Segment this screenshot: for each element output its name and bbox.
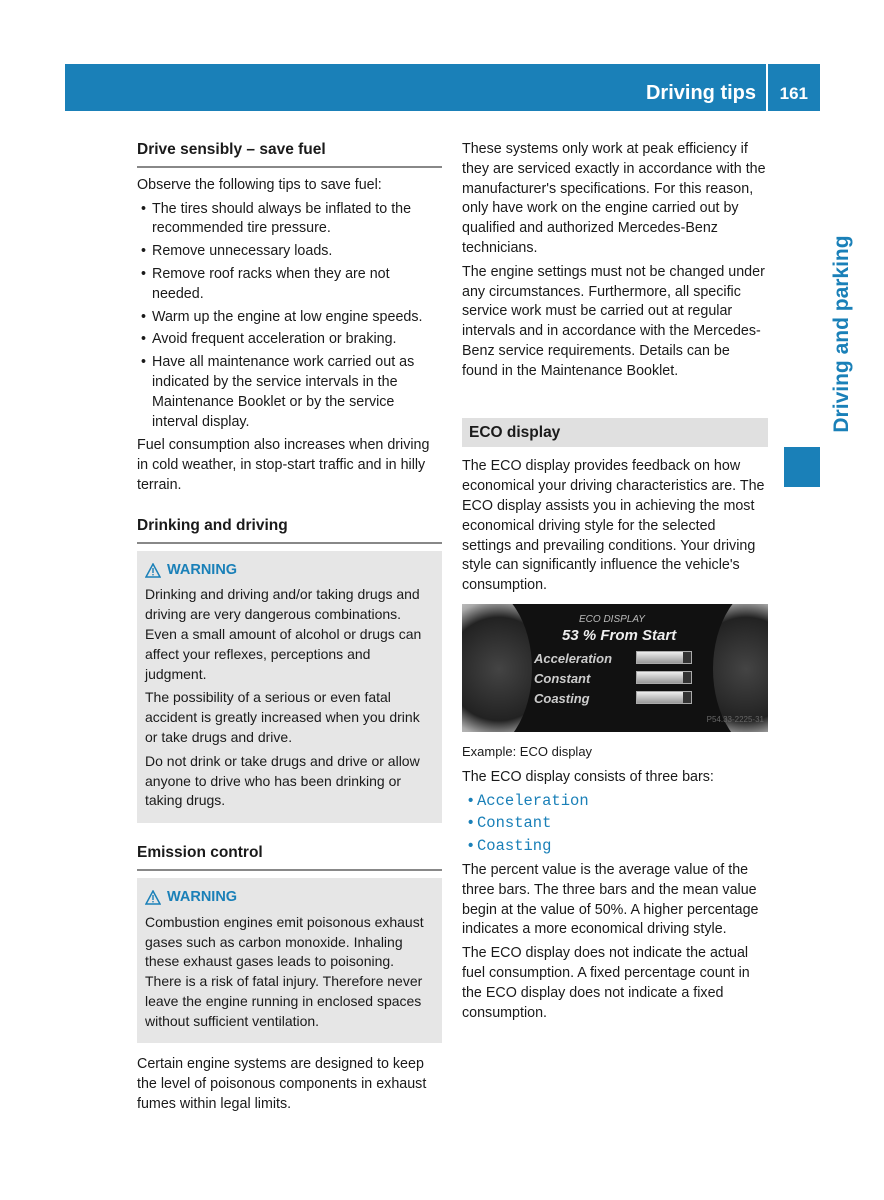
- warning-text: Combustion engines emit poisonous exhaust gases such as carbon monoxide. Inhaling these exhaust gases leads to poisoning. There is a risk of fatal injury. Therefore never leave the engine running in enclosed spaces without sufficient ventilation.: [145, 913, 424, 1029]
- eco-bar: [636, 671, 692, 684]
- save-fuel-outro: Fuel consumption also increases when driving in cold weather, in stop-start traffic and in hilly terrain.: [137, 437, 430, 493]
- list-item: • Acceleration: [462, 792, 768, 812]
- save-fuel-list: [137, 200, 442, 433]
- paragraph: The ECO display provides feedback on how economical your driving characteristics are. The ECO display assists you in achieving the most economical driving style for the selected settings and prevailing conditions. Your driving style can significantly influence the vehicle's consumption.: [462, 458, 765, 594]
- eco-percent: 53 % From Start: [562, 626, 677, 644]
- warning-triangle-icon: [145, 890, 161, 905]
- paragraph: The ECO display consists of three bars:: [462, 768, 714, 785]
- page-header: [65, 64, 820, 111]
- warning-box-emission: [137, 878, 442, 1044]
- section-title-save-fuel: Drive sensibly – save fuel: [137, 140, 442, 168]
- warning-label: WARNING: [167, 888, 238, 905]
- warning-box-drinking: [137, 551, 442, 824]
- gauge-left: [462, 604, 532, 732]
- right-column: [462, 140, 768, 1027]
- eco-row-label: Coasting: [534, 690, 590, 706]
- eco-bar-fill: [637, 672, 683, 683]
- warning-header: [145, 561, 434, 581]
- list-item: • Warm up the engine at low engine speeds.: [137, 308, 442, 328]
- list-item: • Remove roof racks when they are not needed.: [137, 265, 442, 305]
- eco-bar: [636, 651, 692, 664]
- paragraph: The percent value is the average value of the three bars. The three bars and the mean value begin at the value of 50%. A higher percentage indicates a more economical driving style.: [462, 861, 759, 938]
- paragraph: The ECO display does not indicate the actual fuel consumption. A fixed percentage count in the ECO display does not indicate a fixed consumption.: [462, 945, 750, 1021]
- eco-row-label: Constant: [534, 670, 591, 686]
- save-fuel-intro: Observe the following tips to save fuel:: [137, 176, 382, 193]
- page-number: 161: [779, 84, 808, 103]
- eco-row-label: Acceleration: [534, 650, 613, 666]
- section-title-emission: Emission control: [137, 843, 442, 871]
- paragraph: These systems only work at peak efficiency if they are serviced exactly in accordance with the manufacturer's specifications. For this reason, only have work on the engine carried out by qualified and authorized Mercedes-Benz technicians.: [462, 141, 766, 256]
- eco-display-image: [462, 604, 768, 732]
- eco-bar-fill: [637, 652, 683, 663]
- emission-outro: Certain engine systems are designed to keep the level of poisonous components in exhaust fumes within legal limits.: [137, 1056, 427, 1113]
- eco-bar-list: [462, 792, 768, 857]
- warning-label: WARNING: [167, 561, 238, 578]
- paragraph: The engine settings must not be changed under any circumstances. Furthermore, all specific service work must be carried out at regular intervals and in accordance with the Mercedes-Benz service requirements. Details can be found in the Maintenance Booklet.: [462, 263, 765, 379]
- section-title-eco: ECO display: [462, 418, 768, 448]
- warning-triangle-icon: [145, 563, 161, 578]
- warning-text: Do not drink or take drugs and drive or allow anyone to drive who has been drinking or taking drugs.: [145, 752, 420, 809]
- side-tab-label: Driving and parking: [830, 235, 853, 433]
- eco-bar-fill: [637, 692, 683, 703]
- warning-header: [145, 888, 434, 908]
- list-item: • Avoid frequent acceleration or braking.: [137, 330, 442, 350]
- list-item: • Constant: [462, 814, 768, 834]
- left-column: [137, 140, 442, 1119]
- header-divider: [766, 64, 768, 111]
- section-title-drinking: Drinking and driving: [137, 516, 442, 544]
- image-caption: Example: ECO display: [462, 743, 593, 759]
- eco-bar: [636, 691, 692, 704]
- side-tab-marker: [784, 447, 820, 487]
- list-item: • The tires should always be inflated to the recommended tire pressure.: [137, 200, 442, 240]
- list-item: • Have all maintenance work carried out as indicated by the service intervals in the Maintenance Booklet or by the service interval display.: [137, 353, 442, 432]
- eco-screen-title: ECO DISPLAY: [579, 613, 645, 625]
- image-code: P54.33-2225-31: [706, 715, 764, 725]
- list-item: • Coasting: [462, 837, 768, 857]
- warning-text: Drinking and driving and/or taking drugs and driving are very dangerous combinations. Even a small amount of alcohol or drugs can affect your reflexes, perceptions and judgment.: [145, 586, 422, 682]
- chapter-title: Driving tips: [645, 82, 756, 104]
- list-item: • Remove unnecessary loads.: [137, 242, 442, 262]
- warning-text: The possibility of a serious or even fatal accident is greatly increased when you drink or take drugs and drive.: [145, 689, 420, 745]
